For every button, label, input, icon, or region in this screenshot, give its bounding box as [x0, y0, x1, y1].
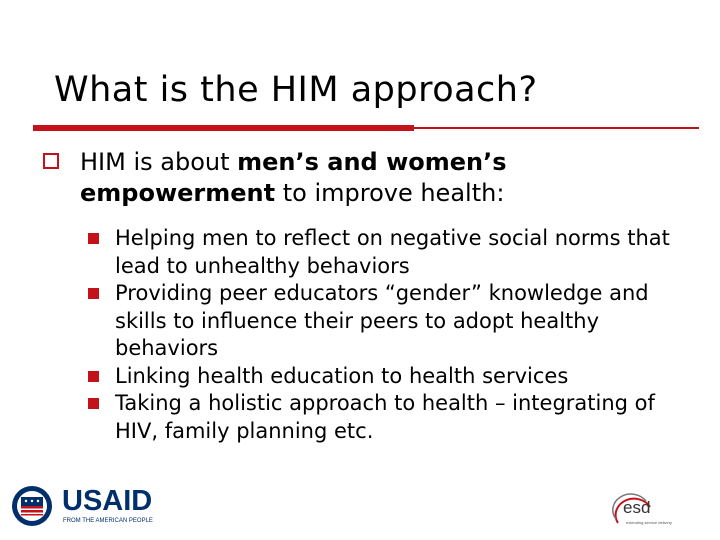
filled-square-icon — [88, 233, 99, 244]
main-bullet-post: to improve health: — [275, 179, 505, 207]
main-bullet — [43, 147, 683, 209]
sub-bullet-text: Linking health education to health services — [115, 363, 569, 388]
usaid-seal-icon — [10, 484, 58, 528]
main-bullet-text — [80, 147, 683, 209]
sub-bullet — [88, 280, 688, 363]
main-bullet-emphasis: men’s and women’s empowerment — [80, 148, 507, 207]
slide-title: What is the HIM approach? — [54, 70, 538, 110]
esd-tagline: extending service delivery — [626, 520, 673, 525]
sub-bullet — [88, 225, 688, 280]
filled-square-icon — [88, 288, 99, 299]
sub-bullet-list — [88, 225, 688, 445]
usaid-tagline: FROM THE AMERICAN PEOPLE — [63, 518, 153, 524]
esd-logo — [610, 493, 690, 533]
sub-bullet — [88, 363, 688, 391]
usaid-logo — [10, 484, 153, 528]
esd-wordmark: esd — [623, 498, 651, 517]
sub-bullet — [88, 390, 688, 445]
filled-square-icon — [88, 371, 99, 382]
title-underline-thin — [414, 127, 699, 129]
filled-square-icon — [88, 398, 99, 409]
title-underline-thick — [33, 125, 414, 131]
hollow-square-icon — [43, 153, 59, 169]
usaid-wordmark: USAID — [62, 485, 153, 517]
sub-bullet-text: Providing peer educators “gender” knowledge and skills to influence their peers to adopt healthy behaviors — [115, 281, 649, 360]
sub-bullet-text: Helping men to reflect on negative social norms that lead to unhealthy behaviors — [115, 226, 670, 278]
sub-bullet-text: Taking a holistic approach to health – integrating of HIV, family planning etc. — [115, 391, 655, 443]
main-bullet-pre: HIM is about — [80, 148, 238, 176]
